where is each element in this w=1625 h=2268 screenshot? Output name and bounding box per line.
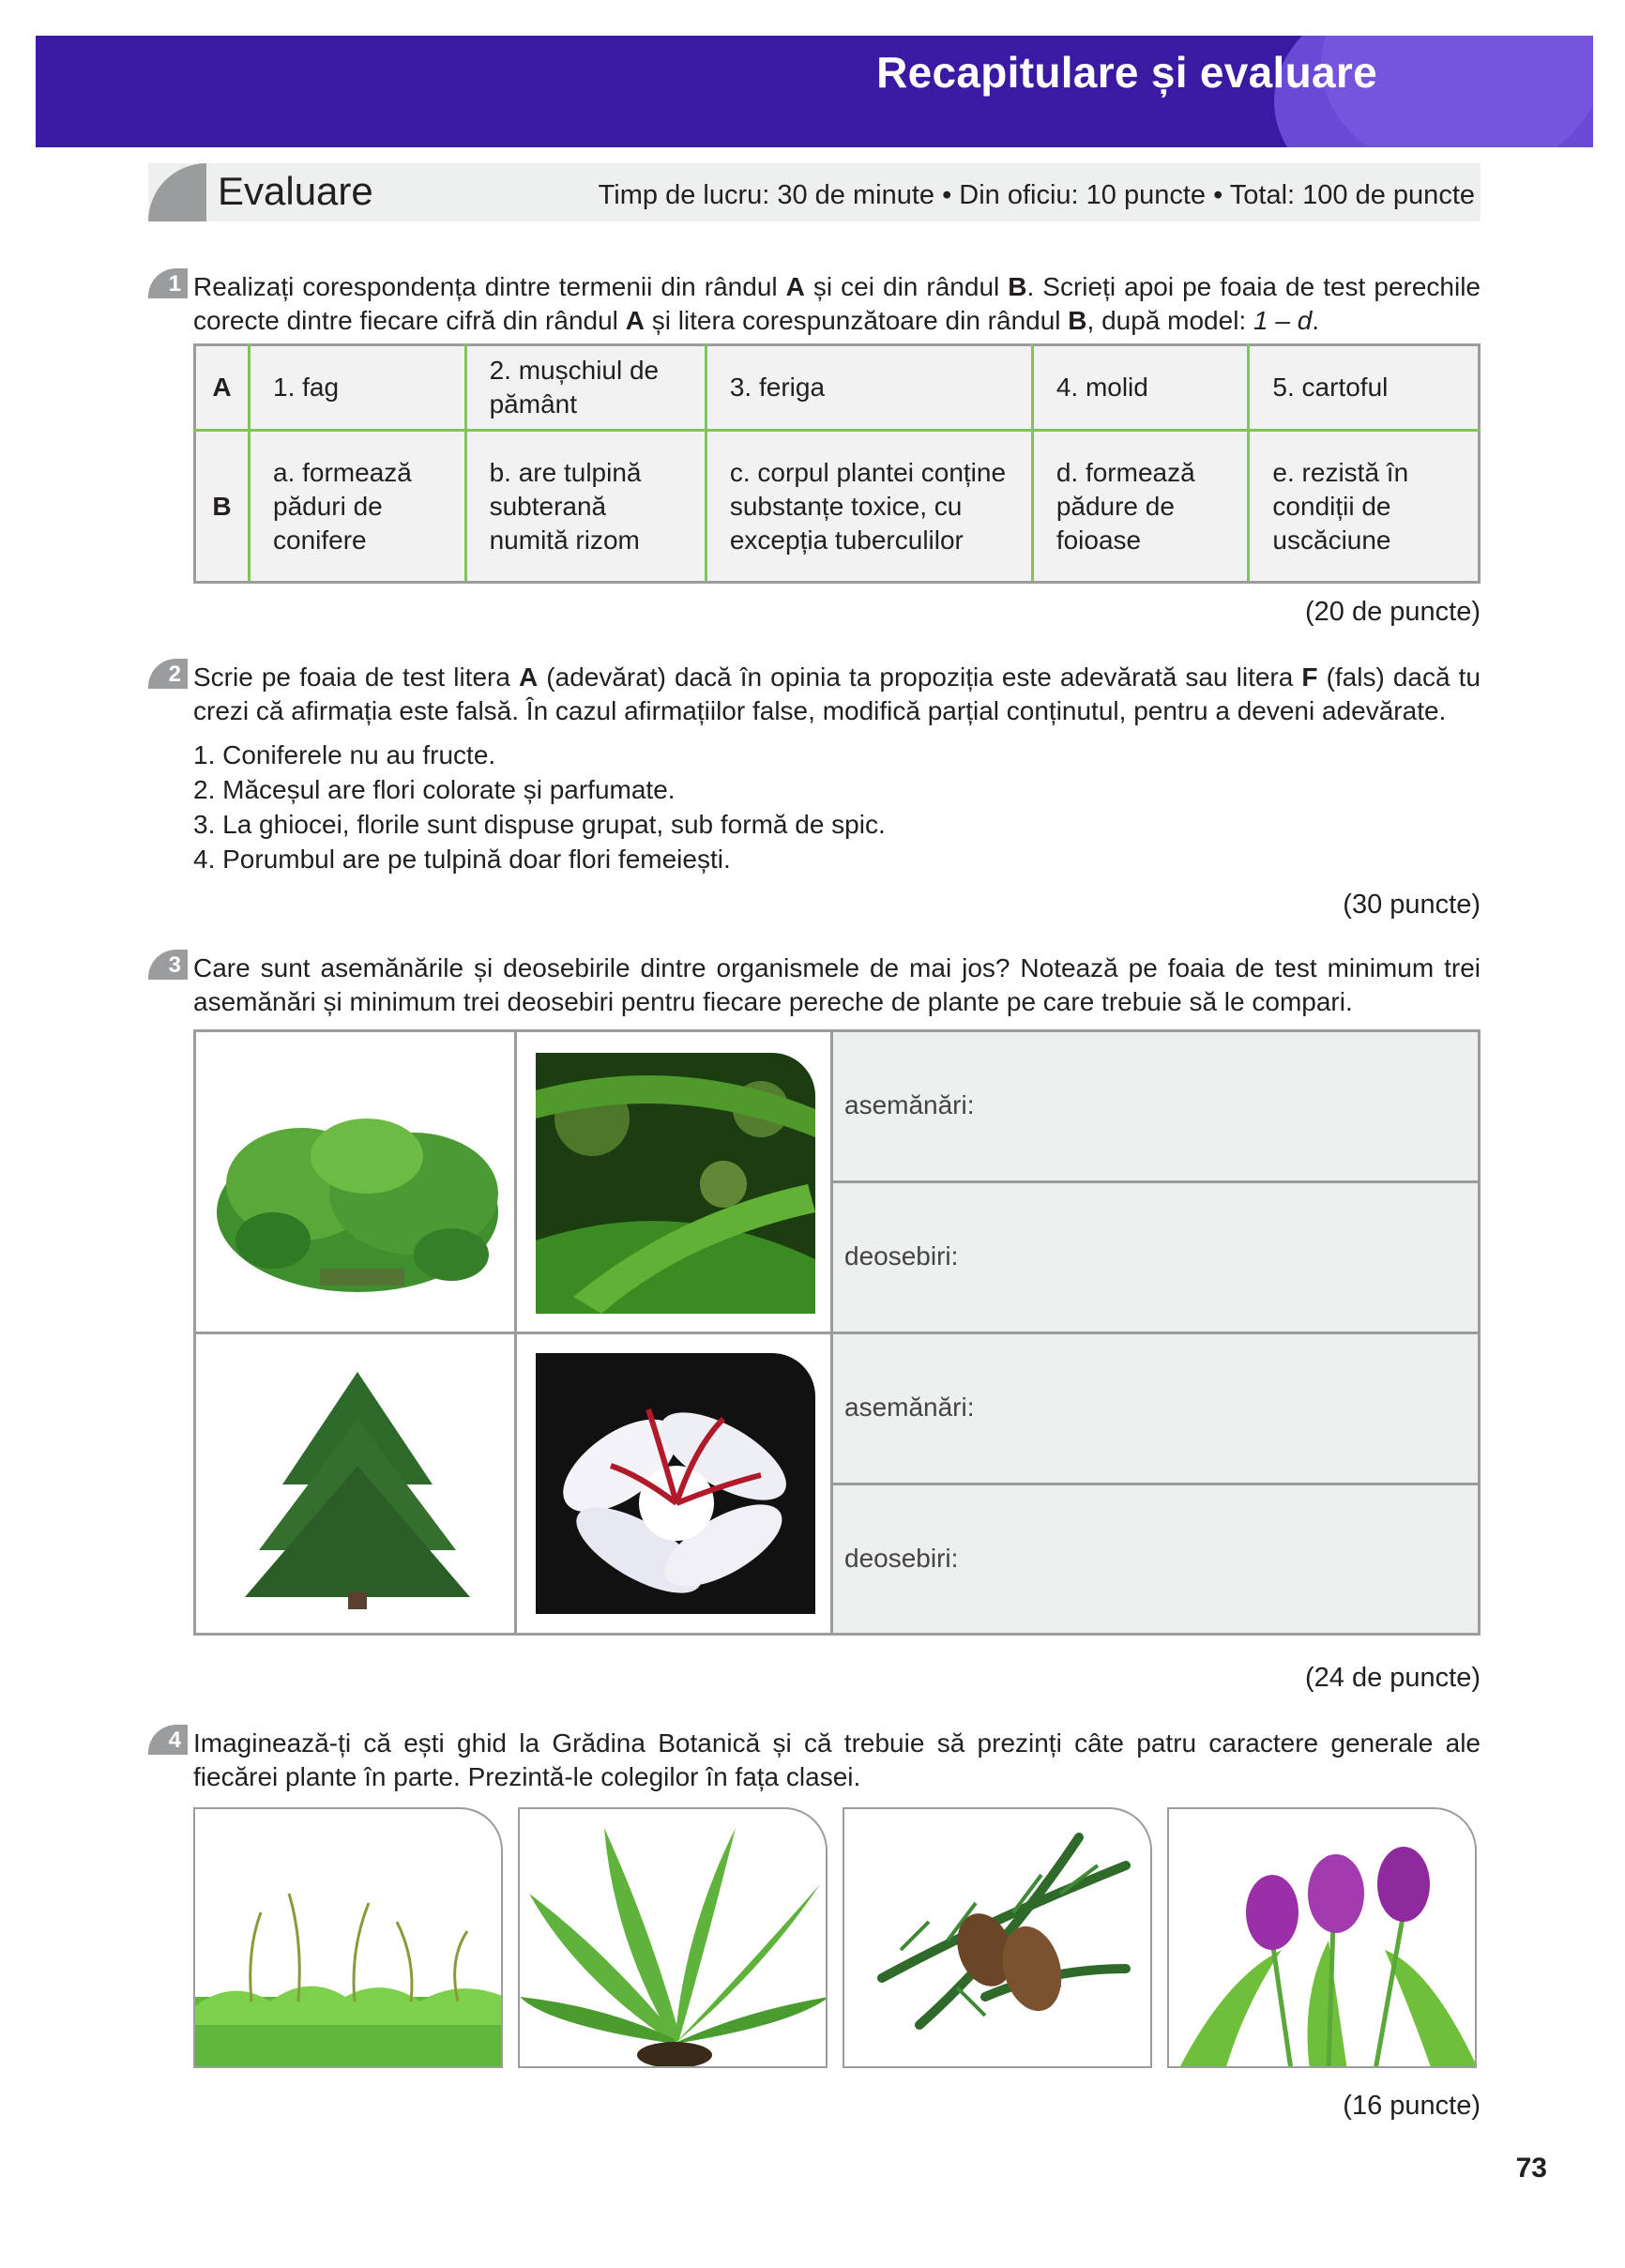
fern-plant-photo	[518, 1807, 828, 2068]
differences-label: deosebiri:	[844, 1241, 959, 1271]
grid-cell-spruce	[196, 1334, 517, 1633]
row-a-item: 5. cartoful	[1249, 345, 1480, 431]
statement-item: 4. Porumbul are pe tulpină doar flori femeiești.	[193, 845, 731, 874]
row-b-item: e. rezistă în condiții de uscăciune	[1249, 431, 1480, 583]
exercise-1-points: (20 de puncte)	[1304, 597, 1481, 627]
pine-cone-photo	[843, 1807, 1152, 2068]
moss-sprouts-photo	[193, 1807, 503, 2068]
lily-photo	[536, 1353, 815, 1614]
grid-cell-fern	[517, 1032, 833, 1334]
row-b-item: b. are tulpină subterană numită rizom	[465, 431, 706, 583]
pair-2-differences[interactable]	[833, 1485, 1478, 1633]
section-title: Evaluare	[218, 169, 373, 213]
spruce-icon	[217, 1353, 498, 1614]
exercise-3-text: Care sunt asemănările și deosebirile dintre organismele de mai jos? Notează pe foaia de test minimum trei asemănări și minimum trei deosebiri pentru fiecare pereche de plante pe care trebuie să le compari.	[193, 953, 1481, 1016]
exercise-4-badge: 4	[148, 1725, 188, 1755]
statement-item: 2. Măceșul are flori colorate și parfumate.	[193, 775, 676, 804]
exercise-1-text: Realizați corespondența dintre termenii din rândul A și cei din rândul B. Scrieți apoi pe foaia de test perechile corecte dintre fiecare cifră din rândul A și litera corespunzătoare din rândul B, după model: 1 – d.	[193, 272, 1481, 335]
pine-cone-icon	[844, 1809, 1152, 2068]
page-number: 73	[1515, 2153, 1547, 2184]
chapter-title: Recapitulare și evaluare	[876, 48, 1377, 97]
fern-photo	[536, 1053, 815, 1314]
pair-1-similarities[interactable]	[833, 1032, 1478, 1183]
spruce-photo	[217, 1353, 498, 1614]
grid-cell-moss	[196, 1032, 517, 1334]
section-info: Timp de lucru: 30 de minute • Din oficiu: 10 puncte • Total: 100 de puncte	[598, 180, 1475, 210]
table-row-a	[195, 345, 1480, 431]
exercise-4-points: (16 puncte)	[1343, 2091, 1481, 2121]
exercise-3-points: (24 de puncte)	[1304, 1663, 1481, 1693]
exercise-1-badge: 1	[148, 268, 188, 298]
matching-table	[193, 343, 1481, 584]
row-a-label: A	[195, 345, 250, 431]
pair-2-similarities[interactable]	[833, 1334, 1478, 1485]
statement-list	[193, 738, 886, 876]
row-b-item: a. formează păduri de conifere	[250, 431, 466, 583]
statement-item: 3. La ghiocei, florile sunt dispuse grupat, sub formă de spic.	[193, 810, 886, 839]
row-b-item: d. formează pădure de foioase	[1032, 431, 1249, 583]
exercise-3-badge: 3	[148, 950, 188, 980]
exercise-2-badge: 2	[148, 659, 188, 689]
exercise-2-text: Scrie pe foaia de test litera A (adevărat) dacă în opinia ta propoziția este adevărată sau litera F (fals) dacă tu crezi că afirmația este falsă. În cazul afirmațiilor false, modifică parțial conținutul, pentru a deveni adevărate.	[193, 662, 1481, 725]
tulips-icon	[1169, 1809, 1477, 2068]
row-a-item: 3. feriga	[706, 345, 1032, 431]
differences-label: deosebiri:	[844, 1544, 959, 1573]
lily-icon	[536, 1353, 815, 1614]
moss-icon	[217, 1053, 498, 1314]
pair-1-differences[interactable]	[833, 1183, 1478, 1334]
moss-photo	[217, 1053, 498, 1314]
fern-plant-icon	[520, 1809, 828, 2068]
row-b-label: B	[195, 431, 250, 583]
statement-item: 1. Coniferele nu au fructe.	[193, 740, 496, 769]
moss-sprouts-icon	[195, 1809, 503, 2068]
row-a-item: 4. molid	[1032, 345, 1249, 431]
grid-cell-lily	[517, 1334, 833, 1633]
row-a-item: 1. fag	[250, 345, 466, 431]
table-row-b	[195, 431, 1480, 583]
row-b-item: c. corpul plantei conține substanțe toxice, cu excepția tuberculilor	[706, 431, 1032, 583]
similarities-label: asemănări:	[844, 1393, 975, 1422]
row-a-item: 2. mușchiul de pământ	[465, 345, 706, 431]
exercise-2-points: (30 puncte)	[1343, 890, 1481, 920]
similarities-label: asemănări:	[844, 1090, 975, 1119]
tulips-photo	[1167, 1807, 1477, 2068]
exercise-4-text: Imaginează-ți că ești ghid la Grădina Botanică și că trebuie să prezinți câte patru caractere generale ale fiecărei plante în parte. Prezintă-le colegilor în fața clasei.	[193, 1728, 1481, 1791]
comparison-grid	[193, 1029, 1481, 1636]
fern-icon	[536, 1053, 815, 1314]
